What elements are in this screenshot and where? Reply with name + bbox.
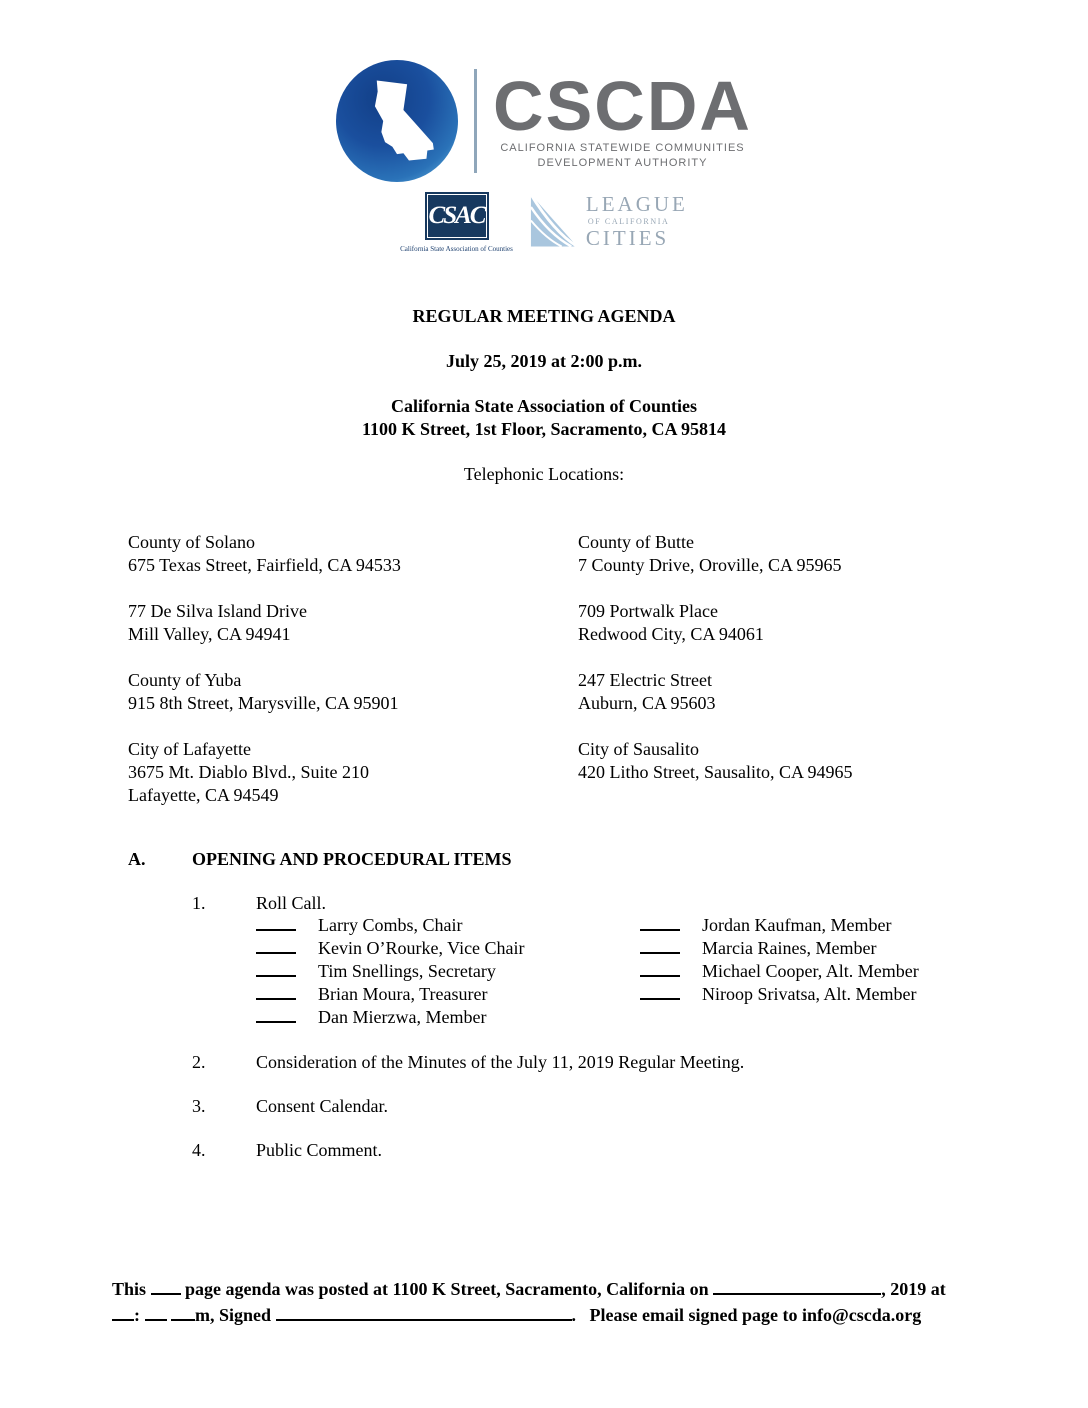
league-logo-text: [586, 194, 688, 249]
agenda-item: [128, 1096, 1088, 1117]
fill-in-blank: [145, 1316, 167, 1321]
roll-call-blank-line: [640, 926, 680, 931]
location-line: City of Lafayette: [128, 739, 251, 759]
location-line: 3675 Mt. Diablo Blvd., Suite 210: [128, 762, 370, 782]
agenda-item-number: 3.: [192, 1096, 206, 1116]
location-line: 420 Litho Street, Sausalito, CA 94965: [578, 762, 853, 782]
roll-call-row: [640, 914, 1088, 937]
document-title: REGULAR MEETING AGENDA: [412, 306, 676, 326]
fill-in-blank: [713, 1290, 881, 1295]
venue-name: California State Association of Counties: [391, 396, 697, 416]
footer-text: page agenda was posted at 1100 K Street, Sacramento, California on: [180, 1279, 714, 1299]
telephonic-locations-label: Telephonic Locations:: [463, 464, 625, 484]
agenda-item-number: 4.: [192, 1140, 206, 1160]
footer-text: [167, 1305, 172, 1325]
section-letter: A.: [128, 849, 146, 869]
fill-in-blank: [171, 1316, 195, 1321]
location-line: 247 Electric Street: [578, 670, 712, 690]
roll-call-row: [256, 983, 640, 1006]
fill-in-blank: [112, 1316, 134, 1321]
logo-divider: [474, 69, 477, 173]
location-line: City of Sausalito: [578, 739, 699, 759]
agenda-item: [128, 1052, 1088, 1073]
partner-logos: [0, 192, 1088, 253]
roll-call-row: [256, 937, 640, 960]
roll-call-name: Dan Mierzwa, Member: [318, 1007, 487, 1027]
section-heading: [128, 849, 1088, 870]
cscda-logo: [0, 0, 1088, 182]
location-line: Lafayette, CA 94549: [128, 785, 279, 805]
section-opening-procedural: [128, 849, 1088, 1161]
roll-call-row: [640, 960, 1088, 983]
location-line: Auburn, CA 95603: [578, 693, 716, 713]
league-name-line1: LEAGUE: [585, 192, 688, 216]
agenda-items: [128, 1052, 1088, 1161]
agenda-item: [128, 1140, 1088, 1161]
location-group-left: [128, 600, 578, 646]
location-line: 675 Texas Street, Fairfield, CA 94533: [128, 555, 401, 575]
roll-call-row: [256, 960, 640, 983]
agenda-item-text: Roll Call.: [256, 893, 327, 913]
csac-logo-icon: [425, 192, 489, 240]
roll-call-blank-line: [256, 972, 296, 977]
roll-call-name: Niroop Srivatsa, Alt. Member: [702, 984, 917, 1004]
roll-call-blank-line: [256, 926, 296, 931]
meeting-datetime: July 25, 2019 at 2:00 p.m.: [445, 351, 642, 371]
roll-call-row: [640, 983, 1088, 1006]
roll-call-blank-line: [640, 949, 680, 954]
league-of-california-cities-logo: [529, 192, 688, 249]
agenda-item-roll-call: [128, 893, 1088, 914]
roll-call-name: Tim Snellings, Secretary: [318, 961, 496, 981]
location-line: 77 De Silva Island Drive: [128, 601, 307, 621]
footer-text: . Please email signed page to info@cscda.org: [571, 1305, 922, 1325]
fill-in-blank: [151, 1290, 181, 1295]
league-swoosh-icon: [529, 192, 579, 249]
location-line: Redwood City, CA 94061: [578, 624, 764, 644]
footer-text: , 2019 at: [881, 1279, 946, 1299]
roll-call-blank-line: [640, 972, 680, 977]
location-line: 709 Portwalk Place: [578, 601, 718, 621]
roll-call-row: [256, 1006, 640, 1029]
agenda-item-number: 1.: [192, 893, 206, 913]
location-group-left: [128, 531, 578, 577]
league-name-line2: OF CALIFORNIA: [587, 217, 670, 226]
location-line: County of Butte: [578, 532, 694, 552]
roll-call-name: Jordan Kaufman, Member: [702, 915, 892, 935]
cscda-acronym: CSCDA: [493, 66, 752, 145]
location-group-left: [128, 669, 578, 715]
location-line: Mill Valley, CA 94941: [128, 624, 291, 644]
title-block: [0, 305, 1088, 486]
footer-text: This: [112, 1279, 151, 1299]
agenda-item-number: 2.: [192, 1052, 206, 1072]
location-group-right: [578, 738, 1088, 807]
location-group-left: [128, 738, 578, 807]
roll-call-name: Kevin O’Rourke, Vice Chair: [318, 938, 525, 958]
footer-line: [112, 1276, 980, 1302]
location-line: County of Yuba: [128, 670, 242, 690]
roll-call-name: Brian Moura, Treasurer: [318, 984, 488, 1004]
roll-call-column-left: [256, 914, 640, 1029]
csac-acronym: CSAC: [428, 202, 485, 229]
california-globe-icon: [336, 60, 458, 182]
posting-footer: [112, 1276, 980, 1328]
roll-call-blank-line: [256, 949, 296, 954]
section-title: OPENING AND PROCEDURAL ITEMS: [192, 849, 512, 869]
agenda-item-text: Consideration of the Minutes of the July 11, 2019 Regular Meeting.: [256, 1052, 745, 1072]
cscda-tagline-line1: CALIFORNIA STATEWIDE COMMUNITIES: [500, 142, 745, 155]
location-line: County of Solano: [128, 532, 256, 552]
roll-call-name: Marcia Raines, Member: [702, 938, 877, 958]
roll-call-blank-line: [256, 1018, 296, 1023]
cscda-tagline-line2: DEVELOPMENT AUTHORITY: [537, 157, 708, 170]
fill-in-blank: [276, 1316, 572, 1321]
roll-call-row: [640, 937, 1088, 960]
cscda-logo-text: [493, 66, 752, 170]
roll-call-blank-line: [256, 995, 296, 1000]
venue-block: [0, 395, 1088, 441]
footer-text: m, Signed: [195, 1305, 276, 1325]
roll-call-column-right: [640, 914, 1088, 1029]
roll-call-row: [256, 914, 640, 937]
roll-call-name: Michael Cooper, Alt. Member: [702, 961, 919, 981]
roll-call-columns: [256, 914, 1088, 1029]
california-state-shape: [351, 75, 443, 167]
location-line: 915 8th Street, Marysville, CA 95901: [128, 693, 399, 713]
location-group-right: [578, 669, 1088, 715]
venue-address: 1100 K Street, 1st Floor, Sacramento, CA 95814: [362, 419, 726, 439]
roll-call-blank-line: [640, 995, 680, 1000]
agenda-item-text: Public Comment.: [256, 1140, 382, 1160]
csac-caption: California State Association of Counties: [400, 245, 513, 253]
csac-logo: [400, 192, 513, 253]
location-group-right: [578, 531, 1088, 577]
telephonic-locations: [128, 531, 1088, 807]
roll-call-name: Larry Combs, Chair: [318, 915, 463, 935]
league-name-line3: CITIES: [585, 226, 670, 250]
footer-line: [112, 1302, 980, 1328]
location-line: 7 County Drive, Oroville, CA 95965: [578, 555, 842, 575]
footer-text: :: [134, 1305, 145, 1325]
location-group-right: [578, 600, 1088, 646]
agenda-item-text: Consent Calendar.: [256, 1096, 388, 1116]
